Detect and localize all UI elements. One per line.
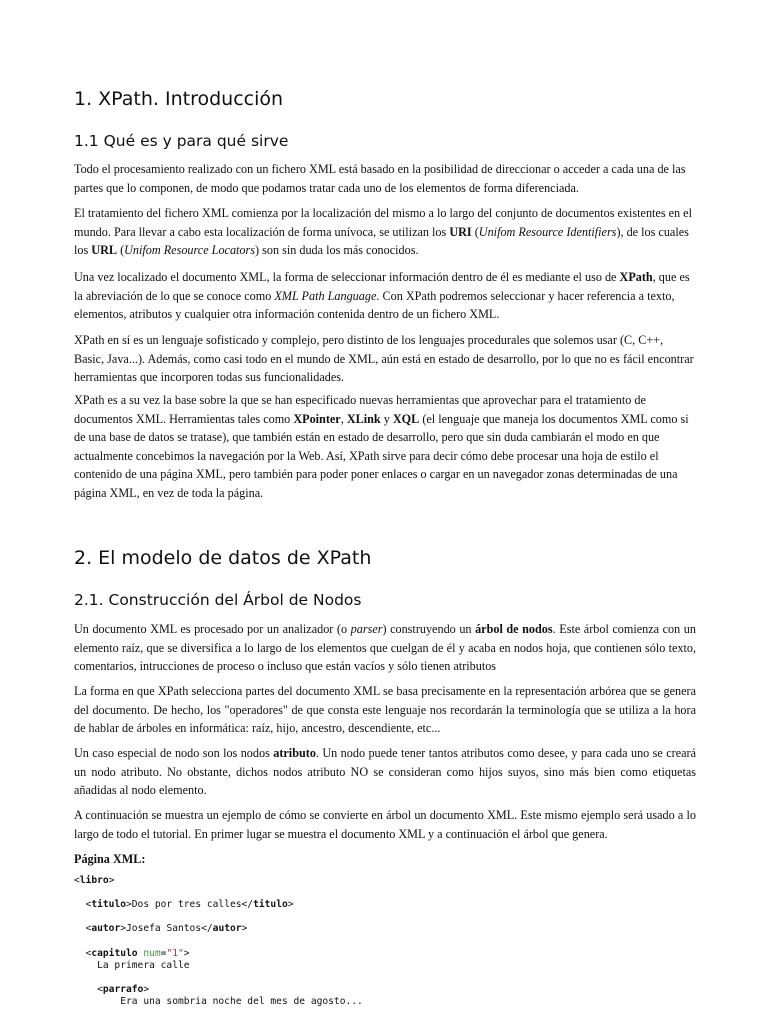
paragraph: A continuación se muestra un ejemplo de cómo se convierte en árbol un documento XML. Este mismo ejemplo será usado a lo largo de todo el tutorial. En primer lugar se muestra el documento XML y a continuación el árbol que genera. xyxy=(74,808,696,841)
code-line: Era una sombria noche del mes de agosto... xyxy=(120,996,363,1007)
code-line: <autor>Josefa Santos</autor> xyxy=(85,923,248,934)
section-2-heading: 2. El modelo de datos de XPath xyxy=(74,547,372,569)
paragraph: La forma en que XPath selecciona partes del documento XML se basa precisamente en la representación arbórea que se genera del documento. De hecho, los "operadores" de que consta este lenguaje nos recordarán la terminología que se utiliza a la hora de hablar de árboles en informática: raíz, hijo, ancestro, descendiente, etc... xyxy=(74,684,696,735)
section-1-heading: 1. XPath. Introducción xyxy=(74,88,284,110)
section-2-1-subheading: 2.1. Construcción del Árbol de Nodos xyxy=(74,591,362,609)
code-line: <libro> xyxy=(74,875,115,886)
paragraph: Un documento XML es procesado por un analizador (o parser) construyendo un árbol de nodos. Este árbol comienza con un elemento raíz, que se diversifica a lo largo de los elementos que cuelgan de él y acaba en nodos hoja, que contienen sólo texto, comentarios, intrucciones de proceso o incluso que están vacíos y sólo tienen atributos xyxy=(74,622,696,673)
code-line: <titulo>Dos por tres calles</titulo> xyxy=(85,899,294,910)
section-1-1-subheading: 1.1 Qué es y para qué sirve xyxy=(74,132,289,150)
paragraph: Una vez localizado el documento XML, la forma de seleccionar información dentro de él es mediante el uso de XPath, que es la abreviación de lo que se conoce como XML Path Language. Con XPath podremos seleccionar y hacer referencia a texto, elementos, atributos y cualquier otra información contenida dentro de un fichero XML. xyxy=(74,270,690,321)
paragraph: Todo el procesamiento realizado con un fichero XML está basado en la posibilidad de direccionar o acceder a cada una de las partes que lo componen, de modo que podamos tratar cada uno de los elementos de forma diferenciada. xyxy=(74,162,686,195)
code-label: Página XML: xyxy=(74,852,146,866)
paragraph: Un caso especial de nodo son los nodos atributo. Un nodo puede tener tantos atributos como desee, y para cada uno se creará un nodo atributo. No obstante, dichos nodos atributo NO se consideran como hijos suyos, sino más bien como etiquetas añadidas al nodo elemento. xyxy=(74,746,696,797)
paragraph: El tratamiento del fichero XML comienza por la localización del mismo a lo largo del conjunto de documentos existentes en el mundo. Para llevar a cabo esta localización de forma unívoca, se utilizan los URI (Unifom Resource Identifiers), de los cuales los URL (Unifom Resource Locators) son sin duda los más conocidos. xyxy=(74,206,692,257)
paragraph: XPath en sí es un lenguaje sofisticado y complejo, pero distinto de los lenguajes procedurales que solemos usar (C, C++, Basic, Java...). Además, como casi todo en el mundo de XML, aún está en estado de desarrollo, por lo que no es fácil encontrar herramientas que incorporen todas sus funcionalidades. xyxy=(74,333,694,384)
code-line: La primera calle xyxy=(97,960,190,971)
paragraph: XPath es a su vez la base sobre la que se han especificado nuevas herramientas que aprovechar para el tratamiento de documentos XML. Herramientas tales como XPointer, XLink y XQL (el lenguaje que maneja los documentos XML como si de una base de datos se tratase), que también están en estado de desarrollo, pero que sin duda cambiarán el modo en que actualmente concebimos la navegación por la Web. Así, XPath sirve para decir cómo debe procesar una hoja de estilo el contenido de una página XML, pero también para poder poner enlaces o cargar en un navegador zonas determinadas de una página XML, en vez de toda la página. xyxy=(74,393,689,500)
code-line: <parrafo> xyxy=(97,984,150,995)
code-line: <capitulo num="1"> xyxy=(85,948,190,959)
